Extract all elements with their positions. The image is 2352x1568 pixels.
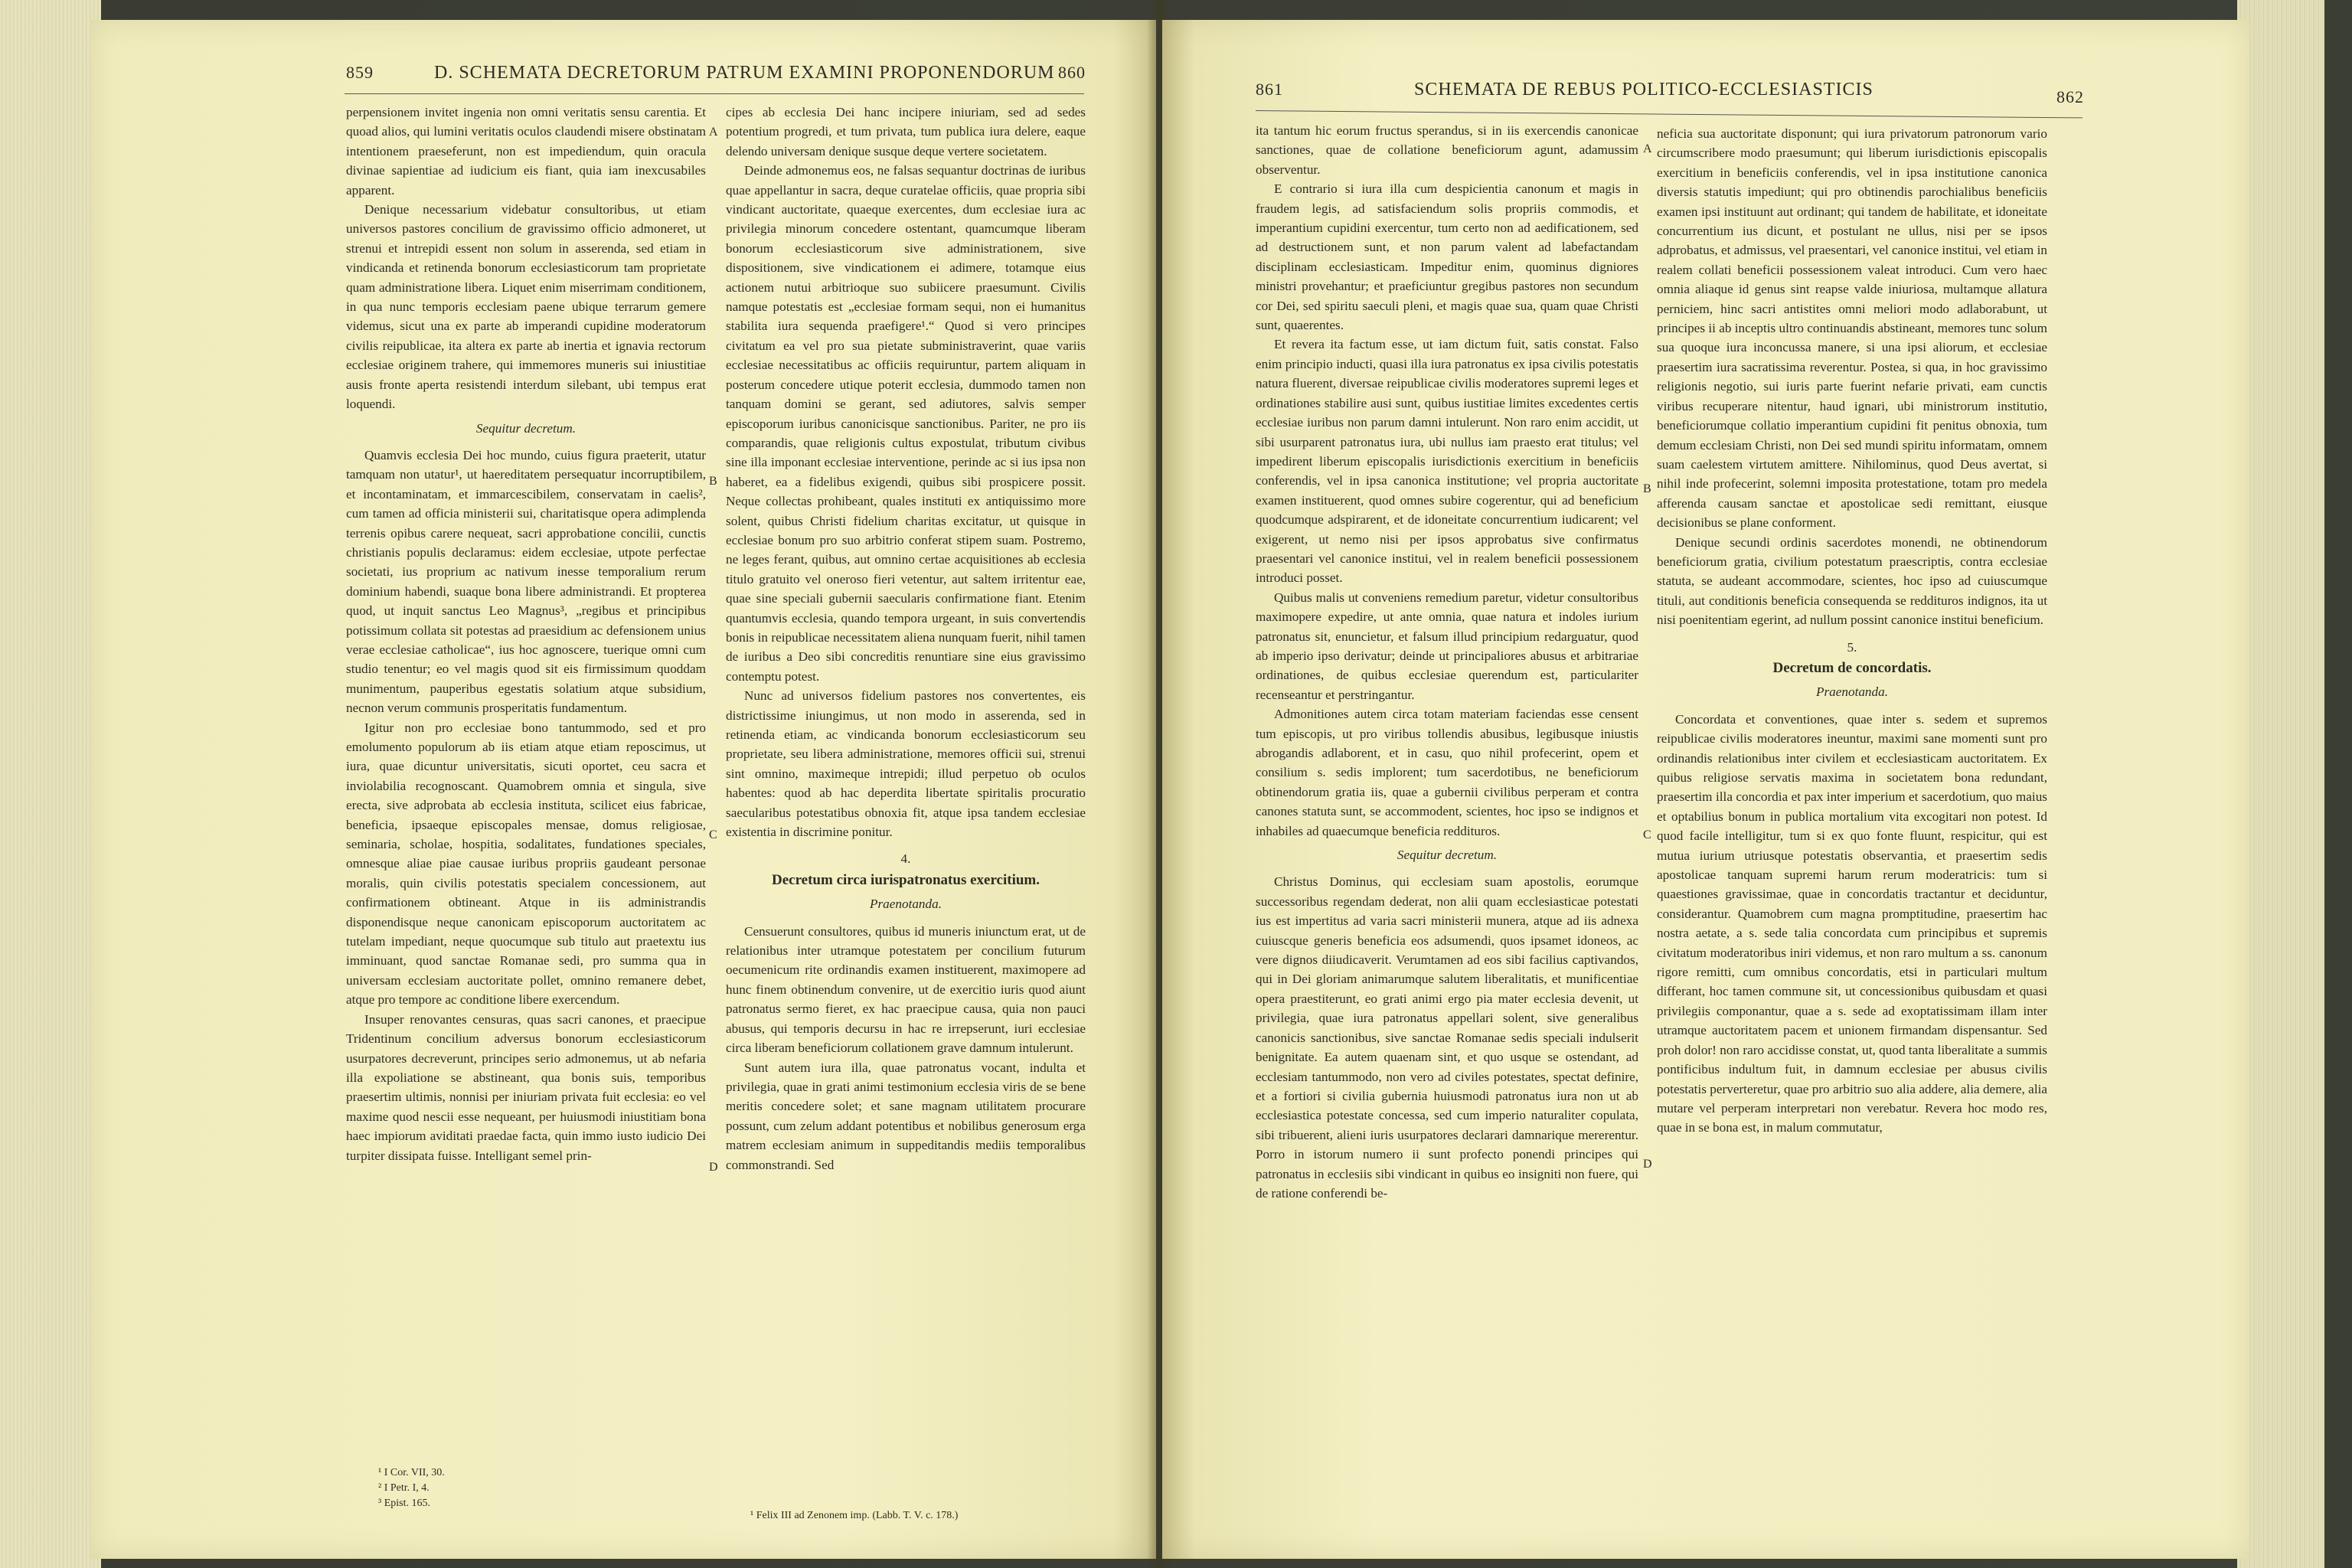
page-number-861: 861 [1256, 80, 1283, 99]
left-page [90, 20, 1156, 1559]
paragraph: Sunt autem iura illa, quae patronatus vocant, indulta et privilegia, quae in grati animi testimonium ecclesia viris de se bene meritis concedere solet; et sane magnam utilitatem procurare possunt, cum zelum addant potentibus et nobilibus generosum erga matrem ecclesiam animum in suppeditandis mediis temporalibus commonstrandi. Sed [726, 1060, 1086, 1172]
section-number: 4. [900, 851, 911, 867]
right-column-1 [1256, 121, 1638, 1203]
right-page [1162, 20, 2249, 1559]
paragraph: Quibus malis ut conveniens remedium paretur, videtur consultoribus maximopere expedire, ut ante omnia, quae natura et indoles iurium patronatus sit, enuncietur, et falsum illud principium redarguatur, quod ab imperio ipso derivatur; deinde ut principaliores abusus et arbitrariae ordinationes, de quibus ecclesiae querendum est, particulariter recenseantur et perstringantur. [1256, 590, 1638, 702]
running-head-right: SCHEMATA DE REBUS POLITICO-ECCLESIASTICIS [1414, 80, 1873, 100]
paragraph: Denique secundi ordinis sacerdotes monendi, ne obtinendorum beneficiorum gratia, civilium potestatum praescriptis, contra ecclesiae statuta, se audeant accommodare, scientes, hoc ipso ad cuiuscumque tituli, aut conditionis beneficia consequenda se reddituros indignos, ita ut nisi poenitentiam egerint, ad nullum possint canonice institui beneficium. [1657, 534, 2047, 628]
subheading-praenotanda: Praenotanda. [869, 897, 942, 912]
section-heading: Decretum de concordatis. [1772, 659, 1932, 676]
margin-letter: C [1643, 828, 1651, 841]
paragraph: Censuerunt consultores, quibus id muneris iniunctum erat, ut de relationibus inter utramque potestatem per concilium futurum oecumenicum rite ordinandis examen instituerent, maximopere ad hunc finem obtinendum convenire, ut de exercitio iuris quod aiunt patronatus sermo fieret, ex hac praecipue causa, quia non pauci abusus, qui temporis decursu in hac re irrepserunt, iuri ecclesiae circa liberam beneficiorum collationem grave damnum intulerunt. [726, 923, 1086, 1056]
paragraph: Nunc ad universos fidelium pastores nos convertentes, eis districtissime iniungimus, ut non modo in asserenda, sed in retinenda etiam, ac vindicanda bonorum ecclesiasticorum seu proprietate, seu libera administratione, memores officii sui, strenui sint omnino, maximeque intrepidi; illud perpetuo ob oculos habentes: quod ab hac deperdita libertate spiritalis procuratio saecularibus potestatibus obnoxia fit, atque ipsa tandem ecclesiae existentia in discrimine ponitur. [726, 688, 1086, 840]
margin-letter: A [1643, 142, 1652, 155]
subheading-sequitur: Sequitur decretum. [1396, 848, 1498, 863]
margin-letter: B [709, 475, 717, 488]
left-column-1 [346, 103, 706, 1165]
paragraph: Insuper renovantes censuras, quas sacri canones, et praecipue Tridentinum concilium adversus bonorum ecclesiasticorum usurpatores decreverunt, principes serio admonemus, ut ab nefaria illa expoliatione se abstineant, qua bonis suis, temporibus praesertim ultimis, nonnisi per iniuriam privata fuit ecclesia: eo vel maxime quod nescii esse nequeant, per huiusmodi iniustitiam bona haec impiorum aviditati praedae facta, quin immo iusto iudicio Dei turpiter dissipata fuisse. Intelligant semel prin- [346, 1011, 706, 1163]
page-number-859: 859 [346, 63, 374, 82]
paragraph: Concordata et conventiones, quae inter s. sedem et supremos reipublicae civilis moderatores ineuntur, maximi sane momenti sunt pro ordinandis relationibus inter civilem et ecclesiasticam auctoritatem. Ex quibus religiose servatis maxima in societatem bona redundant, praesertim illa concordia et pax inter imperium et sacerdotium, quo maius et optabilius bonum in publica mortalium vita excogitari non potest. Id quod facile intelligitur, tum si ex quo fonte fluunt, respicitur, qui est mutua iurium utriusque potestatis observantia, et praesertim sedis apostolicae tanquam supremi harum rerum moderatricis: tum si quaestiones gravissimae, quae in concordatis tractantur et deciduntur, considerantur. Quamobrem cum magna promptitudine, praesertim hac nostra aetate, a s. sede talia concordata cum principibus et supremis civitatum moderatoribus iniri videmus, et non raro multum a ss. canonum rigore remitti, cum omnibus concordatis, etsi in particulari multum differant, hoc tamen commune sit, ut concessionibus quibusdam et quasi privilegiis componantur, quae a s. sede ad exoptatissimam illam inter utramque auctoritatem pacem et unionem firmandam dispensantur. Sed proh dolor! non raro accidisse constat, ut, quod tanta liberalitate a summis pontificibus indultum fuit, in damnum ecclesiae per abusus civilis potestatis perverteretur, quae pro arbitrio suo alia addere, alia demere, alia mutare vel perperam interpretari non verebatur. Revera hoc modo res, quae in se bona est, in malum commutatur, [1657, 711, 2047, 1135]
margin-letter: A [709, 126, 718, 139]
paragraph: Deinde admonemus eos, ne falsas sequantur doctrinas de iuribus quae appellantur in sacra, deque curatelae officiis, quae propria sibi vindicant auctoritate, quaeque exercentes, dum ecclesiae iura ac privilegia minorum concedere ostentant, quamcumque liberam bonorum ecclesiasticorum sive administrationem, sive dispositionem, sive vindicationem ei adimere, totamque eius actionem nutui arbitrioque suo subiicere praesumunt. Civilis namque potestatis est „ecclesiae formam sequi, non ei humanitus stabilita iura sequenda praefigere¹.“ Quod si vero principes civitatum ea vel pro sua pietate subministraverint, quae variis ecclesiae necessitatibus ac officiis requiruntur, partem aliquam in posterum concedere utique poterit ecclesia, dummodo tamen non tanquam domini se gerant, sed adiutores, salvis semper episcoporum iuribus canonicisque sanctionibus. Pariter, ne pro iis comparandis, quae religionis cultus expostulat, tributum civibus sine illa imponant ecclesiae interventione, perinde ac si ius ipsa non haberet, ea a fidelibus exigendi, quibus sibi prospicere possit. Neque collectas prohibeant, quales instituti ex antiquissimo more solent, quibus Christi fidelium charitas excitatur, ut quisque in ecclesiae bonum pro suo arbitrio conferat stipem suam. Postremo, ne leges ferant, quibus, aut omnino certae acquisitiones ab ecclesia titulo gratuito vel oneroso fieri vetentur, aut saltem irritentur eae, quae sine speciali gubernii saecularis confirmatione fiant. Etenim quantumvis ecclesia, quando tempora urgeant, in suis convertendis bonis in reipublicae necessitatem aliena nunquam fuerit, nihil tamen de iuribus a Deo sibi concreditis renuntiare sine eius gravissimo contemptu potest. [726, 163, 1086, 684]
margin-letter: C [709, 828, 717, 841]
paragraph: Igitur non pro ecclesiae bono tantummodo, sed et pro emolumento populorum ab iis etiam atque etiam reposcimus, ut iura, quae dicuntur universitatis, sicuti oportet, ceu sacra et inviolabilia recognoscant. Quamobrem omnia et singula, sive erecta, sive adprobata ab ecclesia instituta, scilicet eius fabricae, beneficia, ipsaeque episcopales mensae, domus religiosae, seminaria, scholae, hospitia, sodalitates, fundationes speciales, omnesque aliae piae causae iuribus propriis gaudeant personae moralis, quin civilis potestatis specialem concessionem, aut confirmationem obtineant. Atque in iis administrandis disponendisque neque canonicam episcoporum auctoritatem ac tutelam impediant, neque quocumque sub titulo aut praetextu ius imminuant, quod sanctae Romanae sedi, pro summa qua in universam ecclesiam auctoritate pollet, omnino remanere debet, atque pro tempore ac conditione libere exercendum. [346, 720, 706, 1008]
footnote: ¹ I Cor. VII, 30. [378, 1467, 445, 1478]
paragraph: E contrario si iura illa cum despicientia canonum et magis in fraudem legis, ad satisfaciendum solis propriis commodis, et imperantium cupidini exercentur, tum certo non ad aedificationem, sed ad destructionem sunt, et non parum valent ad labefactandam disciplinam ecclesiasticam. Impeditur enim, quominus digniores ministri provehantur; et praeficiuntur gregibus pastores non secundum cor Dei, sed spiritu saeculi pleni, et magis quae sua, quam quae Christi sunt, quaerentes. [1256, 181, 1638, 333]
footnote: ³ Epist. 165. [378, 1498, 430, 1509]
footnote: ² I Petr. I, 4. [378, 1482, 430, 1494]
running-head-left: D. SCHEMATA DECRETORUM PATRUM EXAMINI PROPONENDORUM [434, 63, 1055, 83]
page-number-862: 862 [2056, 87, 2084, 106]
paragraph: neficia sua auctoritate disponunt; qui iura privatorum patronorum vario circumscribere modo praesumunt; qui liberum iurisdictionis episcopalis exercitium in beneficiis conferendis, vel in ipsa institutione canonica diversis statutis impediunt; qui pro obtinendis parochialibus beneficiis examen ipsi instituunt aut ordinant; qui tandem de habilitate, et idoneitate concurrentium ius dicunt, et postulant ne ullus, nisi per se ipsos adprobatus, et admissus, vel praesentari, vel canonice institui, vel etiam in realem collati beneficii possessionem valeat introduci. Cum vero haec omnia aliaque id genus sint reapse valde iniuriosa, multamque allatura perniciem, hinc sacri antistites omni meliori modo adlaborabunt, ut principes ii ab inceptis ultro continuandis abstineant, memores tunc solum sua quoque iura inconcussa manere, si una ipsi aliorum, et ecclesiae praesertim iura sacratissima reverentur. Postea, si qua, in hoc gravissimo religionis negotio, sui iuris parte fuerint nefarie privati, eam cunctis viribus recuperare nitentur, haud ignari, ubi ministrorum institutio, beneficiorumque collatio imperantium cupidini fit penitus obnoxia, tum demum ecclesiam Christi, non Dei sed mundi spiritu informatam, omnem suam caelestem virtutem amittere. Nihilominus, quod Deus avertat, si nihil inde profecerint, solemni imposita protestatione, totam pro medela afferenda causam sanctae et apostolicae sedi remittant, eiusque decisionibus se plane conforment. [1657, 126, 2047, 531]
paragraph: Et revera ita factum esse, ut iam dictum fuit, satis constat. Falso enim principio inducti, quasi illa iura patronatus ex ipsa civilis potestatis natura fluerent, diversae reipublicae civilis moderatores supremi leges et ordinationes stabilire ausi sunt, quibus iustitiae limites excedentes certis ecclesiae iuribus non parum damni intulerunt. Non raro enim accidit, ut sibi usurparent patronatus iura, ubi nullus iam praesto erat titulus; vel impedirent liberum episcopalis iurisdictionis exercitium in beneficiis conferendis, vel in ipsa canonica institutione; vel propria auctoritate examen instituerent, quod omnes subire cogerentur, qui ad beneficium quodcumque adspirarent, et de idoneitate concurrentium iudicarent; vel exigerent, ut nemo nisi per ipsos approbatus sive confirmatus praesentari vel canonice institui, vel in realem beneficii possessionem introduci posset. [1256, 337, 1638, 586]
page-stack-left [0, 0, 101, 1568]
section-heading: Decretum circa iurispatronatus exercitium. [771, 871, 1040, 888]
page-number-860: 860 [1058, 63, 1086, 82]
paragraph: cipes ab ecclesia Dei hanc incipere iniuriam, sed ad sedes potentium progredi, et tum privata, tum publica iura delere, eaque delendo universam denique susque deque vertere societatem. [726, 105, 1086, 158]
paragraph: Christus Dominus, qui ecclesiam suam apostolis, eorumque successoribus regendam dederat, non alii quam ecclesiasticae potestati ius est impertitus ad varia sacri ministerii munera, atque ad iis adnexa cuiuscque generis beneficia eos adsumendi, quos ipsamet idoneos, ac vere dignos diiudicaverit. Verumtamen ad eos sibi facilius captivandos, qui in Dei gloriam animarumque salutem liberalitatis, et munificentiae opera praestiterunt, eo grati animi ergo pia mater ecclesia devenit, ut privilegia, quae iura patronatus appellari solent, sive generalibus canonicis sanctionibus, sive sanctae Romanae sedis speciali indulserit benignitate. Ea autem quaenam sint, et quo usque se ostendant, ad ecclesiam tantummodo, non vero ad civiles potestates, spectat definire, et a fortiori si civilia gubernia huiusmodi patronatus iura non ut ab ecclesiastica potestate concessa, sed cum imperio naturaliter copulata, sibi tribuerent, alieni iuris usurpatores declarari damnarique mererentur. Porro in istorum numero ii sunt profecto ponendi principes qui patronatus in ecclesiis sibi vindicant in quibus eo insigniti non fuere, qui de ratione conferendi be- [1256, 874, 1638, 1200]
footnotes-left [378, 1465, 445, 1511]
right-column-2 [1657, 124, 2047, 1138]
paragraph: perpensionem invitet ingenia non omni veritatis sensu carentia. Et quoad alios, qui lumini veritatis oculos claudendi misere obstinatam intentionem praeseferunt, non est impediendum, quin oracula divinae sapientiae ad iudicium eis fiant, quia iam inexcusabiles apparent. [346, 105, 706, 198]
left-column-2 [726, 103, 1086, 1174]
page-stack-right [2237, 0, 2352, 1568]
subheading-sequitur: Sequitur decretum. [475, 420, 577, 436]
paragraph: Admonitiones autem circa totam materiam faciendas esse censent tum episcopis, ut pro viribus tollendis abusibus, legibusque iniustis abrogandis adlaborent, et in casu, quo nihil profecerint, opem et consilium s. sedis implorent; tum sacerdotibus, ne beneficiorum obtinendorum gratia iis, quae a gubernii civilibus perperam et contra canones statuta sunt, se accommodent, scientes, hoc ipso se indignos et inhabiles ad quaecumque beneficia reddituros. [1256, 707, 1638, 838]
paragraph: Quamvis ecclesia Dei hoc mundo, cuius figura praeterit, utatur tamquam non utatur¹, ut haereditatem persequatur incorruptibilem, et incontaminatam, et immarcescibilem, conservatam in caelis², cum tamen ad officia ministerii sui, charitatisque opera adimplenda terrenis opibus carere nequeat, sacri approbatione concilii, cunctis christianis populis declaramus: eidem ecclesiae, utpote perfectae societati, ius proprium ac nativum inesse temporalium rerum dominium habendi, suaque bona libere administrandi. Et propterea quod, ut inquit sanctus Leo Magnus³, „regibus et principibus potissimum collata sit potestas ad praesidium ac defensionem unius verae ecclesiae catholicae“, ius hoc agnoscere, tuerique omni cum studio tenentur; eo vel magis quod sit eis firmissimum quoddam munimentum, pauperibus egestatis solatium atque subsidium, necnon verum communis prosperitatis fundamentum. [346, 447, 706, 716]
section-number: 5. [1847, 639, 1857, 655]
margin-letter: B [1643, 482, 1651, 495]
paragraph: ita tantum hic eorum fructus sperandus, si in iis exercendis canonicae sanctiones, quae de collatione beneficiorum agunt, adamussim observentur. [1256, 123, 1638, 177]
margin-letter: D [709, 1161, 718, 1174]
footnote-right-col: ¹ Felix III ad Zenonem imp. (Labb. T. V. c. 178.) [750, 1510, 959, 1521]
paragraph: Denique necessarium videbatur consultoribus, ut etiam universos pastores concilium de gravissimo officio admoneret, ut strenui et intrepidi essent non solum in asserenda, sed etiam in vindicanda et retinenda bonorum ecclesiasticorum tam proprietate quam administratione libera. Liquet enim miserrimam conditionem, in qua nunc temporis ecclesiam paene ubique terrarum gemere videmus, sicut una ex parte ab imperandi cupidine moderatorum civilis reipublicae, ita altera ex parte ab inertia et ignavia rectorum ecclesiae originem trahere, qui immemores muneris sui iniustitiae ausis fronte aperta resistendi interdum silebant, ubi tempus erat loquendi. [346, 202, 706, 412]
subheading-praenotanda: Praenotanda. [1815, 684, 1889, 700]
margin-letter: D [1643, 1158, 1652, 1171]
header-rule [1256, 110, 2082, 118]
header-rule [345, 93, 1084, 94]
